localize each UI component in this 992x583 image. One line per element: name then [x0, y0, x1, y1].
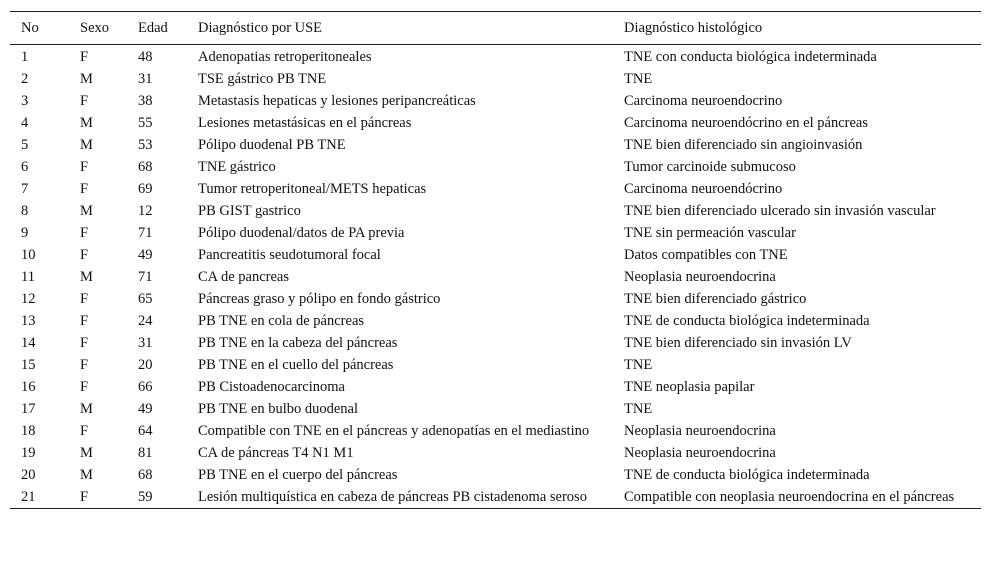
- table-row: [10, 90, 981, 112]
- table-row: [10, 354, 981, 376]
- cell-use: PB TNE en la cabeza del páncreas: [198, 335, 398, 351]
- cell-edad: 24: [138, 313, 153, 329]
- cell-hist: TNE: [624, 357, 653, 373]
- cell-no: 17: [21, 401, 36, 417]
- cell-use: Pólipo duodenal PB TNE: [198, 137, 346, 153]
- table-row: [10, 398, 981, 420]
- header-edad: Edad: [138, 20, 168, 36]
- cell-sexo: F: [80, 247, 89, 263]
- cell-no: 8: [21, 203, 29, 219]
- table-row: [10, 332, 981, 354]
- cell-no: 19: [21, 445, 36, 461]
- cell-use: PB TNE en bulbo duodenal: [198, 401, 359, 417]
- table-row: [10, 200, 981, 222]
- header-hist: Diagnóstico histológico: [624, 20, 763, 36]
- cell-sexo: M: [80, 269, 93, 285]
- cell-use: TNE gástrico: [198, 159, 276, 175]
- cell-use: PB TNE en cola de páncreas: [198, 313, 365, 329]
- cell-no: 7: [21, 181, 29, 197]
- cell-sexo: M: [80, 445, 93, 461]
- cell-sexo: F: [80, 423, 89, 439]
- cell-use: TSE gástrico PB TNE: [198, 71, 327, 87]
- cell-hist: Tumor carcinoide submucoso: [624, 159, 796, 175]
- cell-hist: Neoplasia neuroendocrina: [624, 269, 776, 285]
- patients-table-container: [10, 11, 981, 509]
- cell-hist: TNE neoplasia papilar: [624, 379, 755, 395]
- cell-hist: Neoplasia neuroendocrina: [624, 445, 776, 461]
- cell-edad: 68: [138, 159, 153, 175]
- cell-edad: 48: [138, 49, 153, 65]
- table-row: [10, 486, 981, 509]
- patients-table: [10, 11, 981, 509]
- cell-use: Lesión multiquística en cabeza de páncreas PB cistadenoma seroso: [198, 489, 587, 505]
- cell-sexo: F: [80, 181, 89, 197]
- cell-hist: TNE: [624, 401, 653, 417]
- cell-edad: 55: [138, 115, 153, 131]
- cell-edad: 59: [138, 489, 153, 505]
- table-row: [10, 464, 981, 486]
- cell-edad: 49: [138, 401, 153, 417]
- cell-hist: TNE sin permeación vascular: [624, 225, 796, 241]
- cell-edad: 53: [138, 137, 153, 153]
- table-header: [10, 12, 981, 45]
- table-row: [10, 112, 981, 134]
- table-row: [10, 244, 981, 266]
- cell-use: Páncreas graso y pólipo en fondo gástrico: [198, 291, 441, 307]
- cell-hist: TNE bien diferenciado sin invasión LV: [624, 335, 852, 351]
- table-row: [10, 442, 981, 464]
- cell-hist: Neoplasia neuroendocrina: [624, 423, 776, 439]
- cell-edad: 69: [138, 181, 153, 197]
- table-row: [10, 420, 981, 442]
- cell-use: PB TNE en el cuello del páncreas: [198, 357, 394, 373]
- cell-edad: 12: [138, 203, 153, 219]
- cell-no: 10: [21, 247, 36, 263]
- cell-no: 20: [21, 467, 36, 483]
- cell-sexo: M: [80, 115, 93, 131]
- cell-no: 2: [21, 71, 29, 87]
- table-row: [10, 376, 981, 398]
- table-row: [10, 310, 981, 332]
- cell-hist: TNE bien diferenciado sin angioinvasión: [624, 137, 863, 153]
- cell-sexo: F: [80, 335, 89, 351]
- cell-no: 21: [21, 489, 36, 505]
- cell-edad: 71: [138, 225, 153, 241]
- cell-use: Adenopatias retroperitoneales: [198, 49, 372, 65]
- cell-edad: 64: [138, 423, 153, 439]
- cell-no: 16: [21, 379, 36, 395]
- cell-no: 11: [21, 269, 35, 285]
- cell-no: 3: [21, 93, 29, 109]
- table-row: [10, 266, 981, 288]
- cell-hist: TNE bien diferenciado gástrico: [624, 291, 807, 307]
- table-row: [10, 45, 981, 69]
- cell-hist: Carcinoma neuroendócrino en el páncreas: [624, 115, 868, 131]
- cell-no: 4: [21, 115, 29, 131]
- table-row: [10, 156, 981, 178]
- cell-hist: TNE de conducta biológica indeterminada: [624, 467, 870, 483]
- table-row: [10, 288, 981, 310]
- cell-no: 14: [21, 335, 36, 351]
- cell-sexo: F: [80, 291, 89, 307]
- cell-edad: 66: [138, 379, 153, 395]
- cell-sexo: F: [80, 313, 89, 329]
- header-use: Diagnóstico por USE: [198, 20, 323, 36]
- cell-sexo: M: [80, 467, 93, 483]
- cell-hist: Carcinoma neuroendocrino: [624, 93, 783, 109]
- cell-edad: 20: [138, 357, 153, 373]
- cell-hist: Carcinoma neuroendócrino: [624, 181, 783, 197]
- cell-no: 13: [21, 313, 36, 329]
- cell-no: 5: [21, 137, 29, 153]
- cell-edad: 65: [138, 291, 153, 307]
- cell-sexo: F: [80, 379, 89, 395]
- cell-edad: 81: [138, 445, 153, 461]
- cell-sexo: M: [80, 137, 93, 153]
- cell-edad: 31: [138, 335, 153, 351]
- cell-use: CA de páncreas T4 N1 M1: [198, 445, 354, 461]
- cell-sexo: F: [80, 49, 89, 65]
- cell-hist: TNE con conducta biológica indeterminada: [624, 49, 877, 65]
- cell-hist: TNE bien diferenciado ulcerado sin invasión vascular: [624, 203, 936, 219]
- cell-no: 9: [21, 225, 29, 241]
- table-row: [10, 178, 981, 200]
- cell-use: Compatible con TNE en el páncreas y adenopatías en el mediastino: [198, 423, 590, 439]
- cell-use: PB TNE en el cuerpo del páncreas: [198, 467, 398, 483]
- table-row: [10, 134, 981, 156]
- cell-use: Metastasis hepaticas y lesiones peripancreáticas: [198, 93, 476, 109]
- cell-use: PB Cistoadenocarcinoma: [198, 379, 345, 395]
- cell-hist: Compatible con neoplasia neuroendocrina en el páncreas: [624, 489, 955, 505]
- cell-sexo: F: [80, 225, 89, 241]
- cell-use: PB GIST gastrico: [198, 203, 301, 219]
- table-body: [10, 45, 981, 509]
- cell-no: 18: [21, 423, 36, 439]
- cell-no: 15: [21, 357, 36, 373]
- cell-sexo: M: [80, 71, 93, 87]
- cell-use: Pólipo duodenal/datos de PA previa: [198, 225, 405, 241]
- table-row: [10, 68, 981, 90]
- table-row: [10, 222, 981, 244]
- header-row: [10, 12, 981, 45]
- cell-use: Tumor retroperitoneal/METS hepaticas: [198, 181, 427, 197]
- cell-no: 1: [21, 49, 29, 65]
- cell-sexo: F: [80, 357, 89, 373]
- cell-use: Lesiones metastásicas en el páncreas: [198, 115, 412, 131]
- cell-sexo: F: [80, 93, 89, 109]
- cell-edad: 38: [138, 93, 153, 109]
- cell-no: 12: [21, 291, 36, 307]
- cell-sexo: F: [80, 159, 89, 175]
- cell-use: Pancreatitis seudotumoral focal: [198, 247, 381, 263]
- header-no: No: [21, 20, 39, 36]
- cell-use: CA de pancreas: [198, 269, 289, 285]
- header-sexo: Sexo: [80, 20, 109, 36]
- cell-sexo: M: [80, 203, 93, 219]
- cell-edad: 49: [138, 247, 153, 263]
- cell-edad: 31: [138, 71, 153, 87]
- cell-hist: TNE: [624, 71, 653, 87]
- cell-hist: Datos compatibles con TNE: [624, 247, 788, 263]
- cell-edad: 71: [138, 269, 153, 285]
- cell-sexo: M: [80, 401, 93, 417]
- cell-sexo: F: [80, 489, 89, 505]
- cell-hist: TNE de conducta biológica indeterminada: [624, 313, 870, 329]
- cell-no: 6: [21, 159, 29, 175]
- cell-edad: 68: [138, 467, 153, 483]
